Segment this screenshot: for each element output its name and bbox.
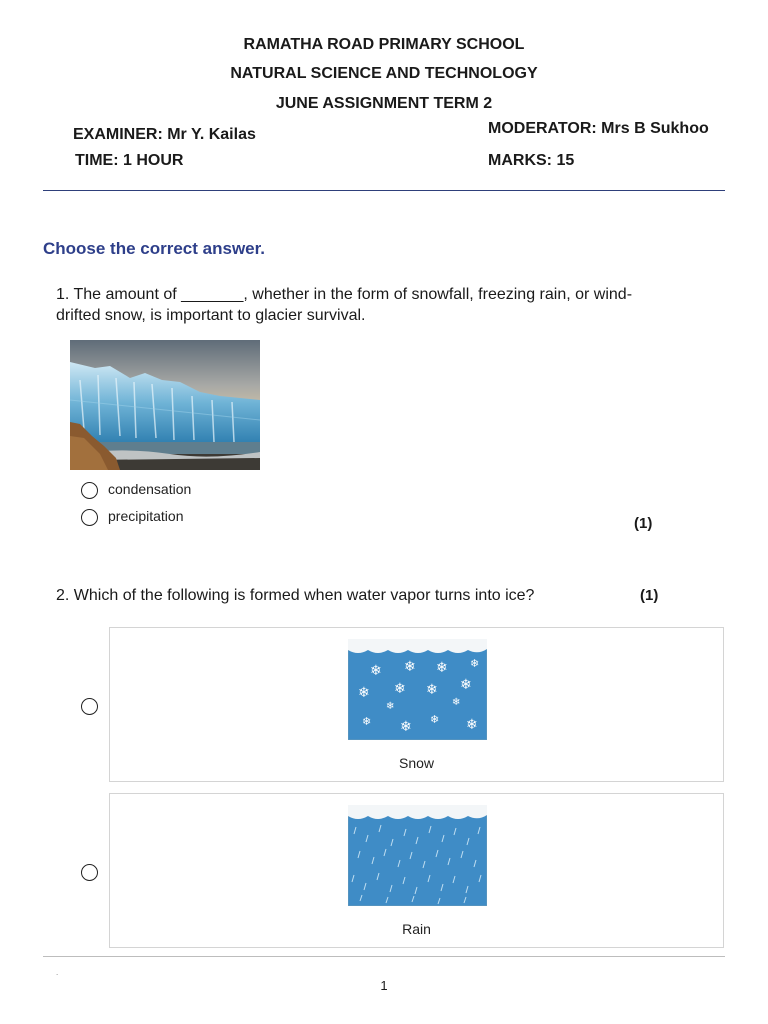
svg-text:❄: ❄: [394, 681, 406, 697]
q1-option-2-label: precipitation: [108, 508, 184, 524]
instruction-heading: Choose the correct answer.: [43, 239, 266, 258]
q1-marks: (1): [634, 515, 653, 532]
q1-option-2-radio[interactable]: [81, 509, 98, 526]
snow-label: Snow: [398, 755, 435, 771]
question-1-line-2: drifted snow, is important to glacier survival.: [56, 307, 366, 324]
school-name: RAMATHA ROAD PRIMARY SCHOOL: [243, 36, 525, 53]
question-1-line-1: 1. The amount of _______, whether in the form of snowfall, freezing rain, or wind-: [56, 286, 633, 303]
snowflakes-icon: [348, 639, 487, 740]
question-2-text: 2. Which of the following is formed when water vapor turns into ice?: [56, 587, 535, 604]
svg-text:❄: ❄: [362, 715, 372, 728]
svg-text:❄: ❄: [386, 701, 395, 712]
subject-title: NATURAL SCIENCE AND TECHNOLOGY: [230, 65, 538, 82]
q2-option-snow-card[interactable]: [109, 627, 724, 782]
svg-text:❄: ❄: [452, 697, 461, 708]
rain-icon: [348, 805, 487, 906]
footer-divider: [43, 956, 725, 957]
svg-text:❄: ❄: [436, 660, 448, 676]
glacier-photo: [70, 340, 260, 470]
assignment-title: JUNE ASSIGNMENT TERM 2: [275, 95, 493, 112]
header-divider: [43, 190, 725, 191]
svg-text:❄: ❄: [358, 685, 370, 701]
q2-option-rain-card[interactable]: [109, 793, 724, 948]
svg-text:❄: ❄: [400, 719, 412, 735]
q2-option-rain-radio[interactable]: [81, 864, 98, 881]
examiner-label: EXAMINER: Mr Y. Kailas: [73, 126, 256, 143]
marks-label: MARKS: 15: [488, 152, 575, 169]
footer-mark: .: [56, 968, 59, 977]
moderator-label: MODERATOR: Mrs B Sukhoo: [488, 120, 709, 137]
q1-option-1-radio[interactable]: [81, 482, 98, 499]
svg-text:❄: ❄: [470, 657, 480, 670]
svg-text:❄: ❄: [426, 682, 438, 698]
q2-marks: (1): [640, 587, 659, 604]
rain-label: Rain: [402, 921, 431, 937]
svg-text:❄: ❄: [466, 717, 478, 733]
time-label: TIME: 1 HOUR: [75, 152, 184, 169]
svg-text:❄: ❄: [370, 663, 382, 679]
page-number: 1: [380, 978, 388, 993]
q1-option-1-label: condensation: [108, 481, 192, 497]
svg-text:❄: ❄: [430, 713, 440, 726]
glacier-image: [70, 340, 260, 470]
q2-option-snow-radio[interactable]: [81, 698, 98, 715]
svg-text:❄: ❄: [404, 659, 416, 675]
svg-text:❄: ❄: [460, 677, 472, 693]
